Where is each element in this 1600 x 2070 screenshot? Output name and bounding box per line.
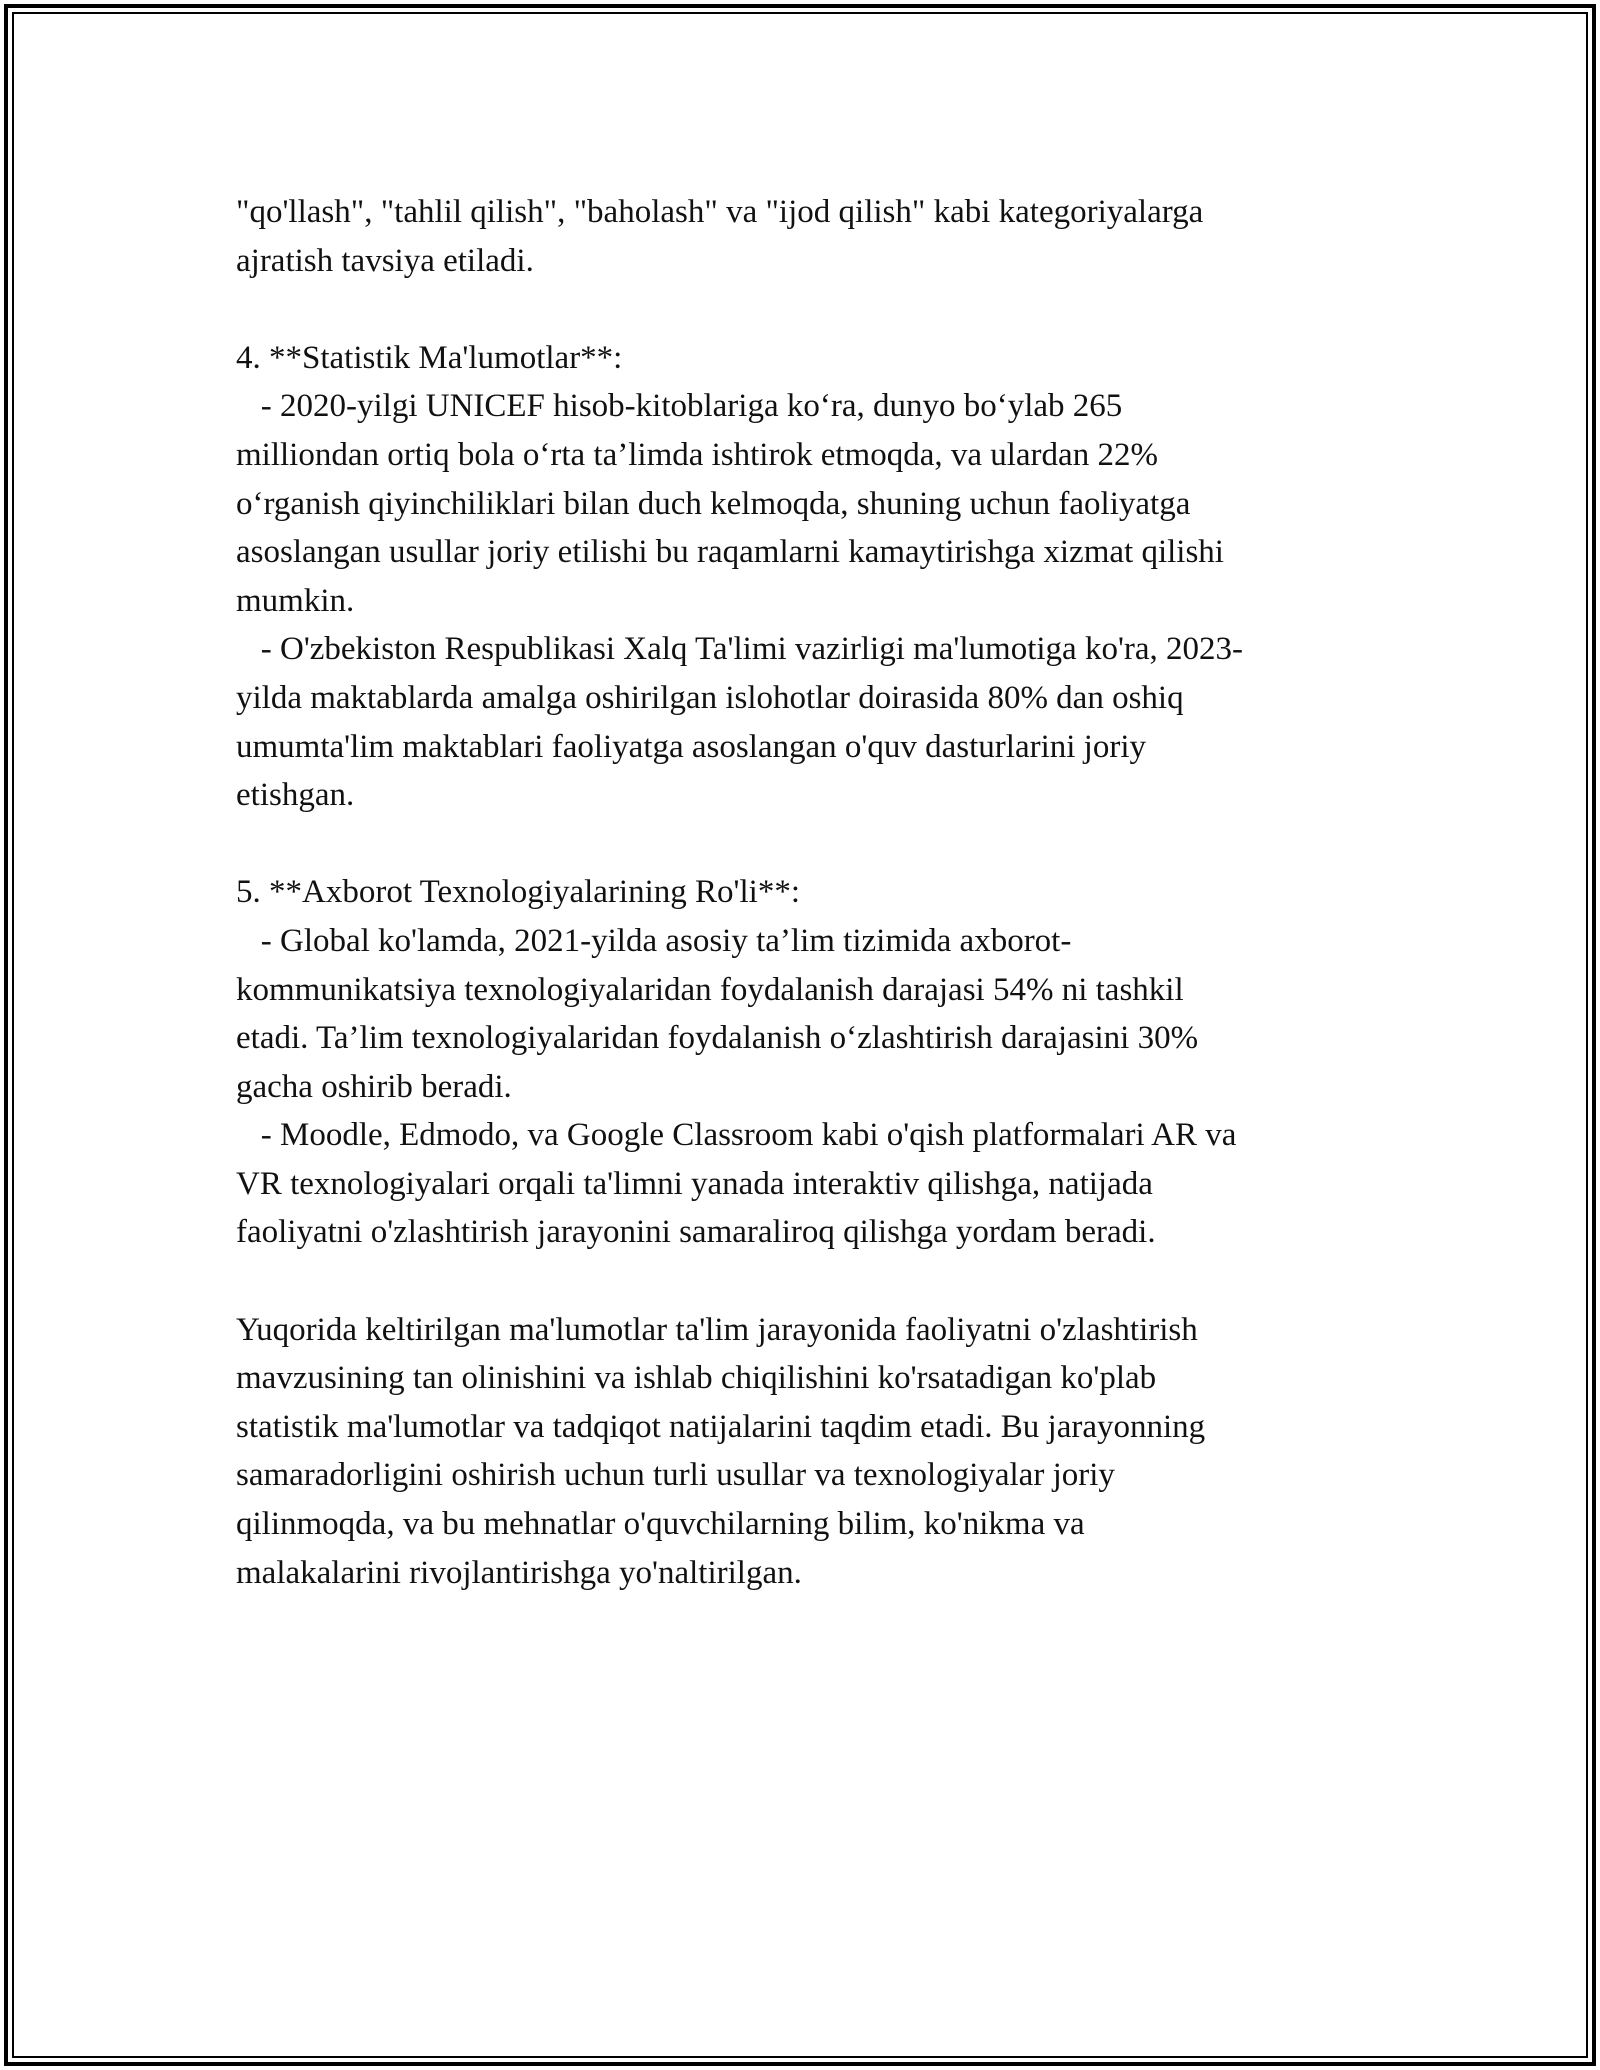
text-line: yilda maktablarda amalga oshirilgan islohotlar doirasida 80% dan oshiq <box>236 679 1184 716</box>
text-line: kommunikatsiya texnologiyalaridan foydalanish darajasi 54% ni tashkil <box>236 971 1184 1008</box>
text-line: etishgan. <box>236 777 355 814</box>
text-line: VR texnologiyalari orqali ta'limni yanada interaktiv qilishga, natijada <box>236 1165 1153 1202</box>
text-line: gacha oshirib beradi. <box>236 1068 512 1105</box>
text-line: etadi. Ta’lim texnologiyalaridan foydalanish o‘zlashtirish darajasini 30% <box>236 1020 1199 1057</box>
blank-line <box>236 820 1386 869</box>
section-heading: 5. **Axborot Texnologiyalarining Ro'li**: <box>236 874 800 911</box>
text-line: umumta'lim maktablari faoliyatga asoslangan o'quv dasturlarini joriy <box>236 728 1146 765</box>
text-line: ajratish tavsiya etiladi. <box>236 242 534 279</box>
conclusion-line: qilinmoqda, va bu mehnatlar o'quvchilarning bilim, ko'nikma va <box>236 1506 1085 1543</box>
blank-line <box>236 1257 1386 1306</box>
text-line: "qo'llash", "tahlil qilish", "baholash" va "ijod qilish" kabi kategoriyalarga <box>236 194 1204 230</box>
text-line: faoliyatni o'zlashtirish jarayonini samaraliroq qilishga yordam beradi. <box>236 1214 1156 1251</box>
text-line: milliondan ortiq bola o‘rta ta’limda ishtirok etmoqda, va ulardan 22% <box>236 436 1158 473</box>
section-heading: 4. **Statistik Ma'lumotlar**: <box>236 339 623 376</box>
conclusion-line: samaradorligini oshirish uchun turli usullar va texnologiyalar joriy <box>236 1457 1115 1494</box>
conclusion-line: statistik ma'lumotlar va tadqiqot natijalarini taqdim etadi. Bu jarayonning <box>236 1408 1206 1445</box>
text-line: - Moodle, Edmodo, va Google Classroom kabi o'qish platformalari AR va <box>236 1117 1237 1154</box>
conclusion-line: malakalarini rivojlantirishga yo'naltirilgan. <box>236 1554 802 1591</box>
text-line: - 2020-yilgi UNICEF hisob-kitoblariga ko‘ra, dunyo bo‘ylab 265 <box>236 388 1123 425</box>
blank-line <box>236 285 1386 334</box>
conclusion-line: mavzusining tan olinishini va ishlab chiqilishini ko'rsatadigan ko'plab <box>236 1360 1157 1397</box>
text-line: o‘rganish qiyinchiliklari bilan duch kelmoqda, shuning uchun faoliyatga <box>236 485 1191 522</box>
text-line: - O'zbekiston Respublikasi Xalq Ta'limi vazirligi ma'lumotiga ko'ra, 2023- <box>236 631 1244 668</box>
text-line: mumkin. <box>236 582 355 619</box>
text-line: asoslangan usullar joriy etilishi bu raqamlarni kamaytirishga xizmat qilishi <box>236 534 1224 571</box>
document-body <box>236 188 1386 1597</box>
conclusion-line: Yuqorida keltirilgan ma'lumotlar ta'lim jarayonida faoliyatni o'zlashtirish <box>236 1311 1198 1348</box>
text-line: - Global ko'lamda, 2021-yilda asosiy ta’lim tizimida axborot- <box>236 922 1072 959</box>
